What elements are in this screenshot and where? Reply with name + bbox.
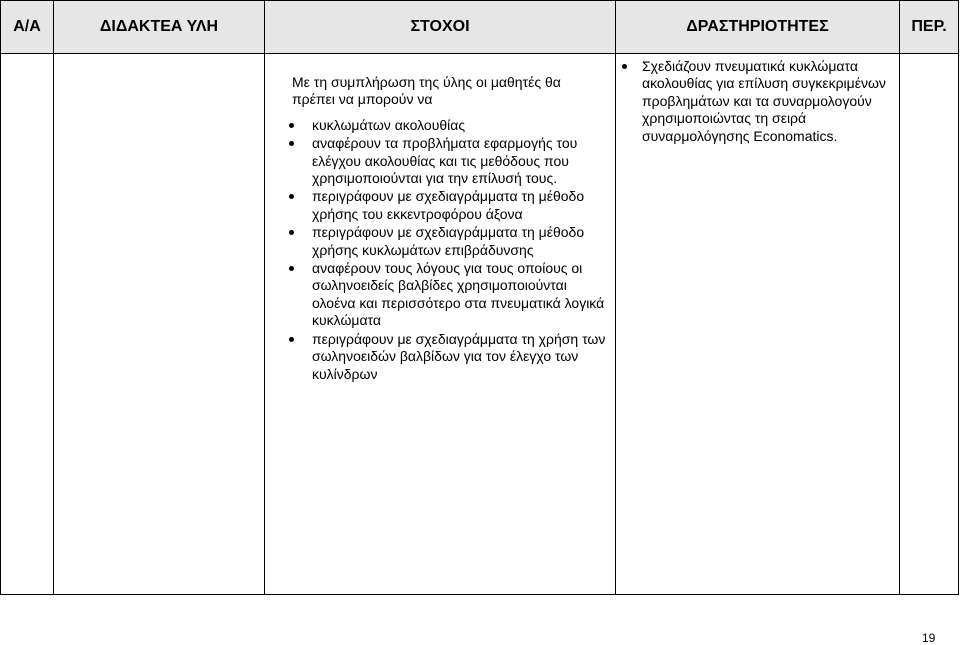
goal-text: περιγράφουν με σχεδιαγράμματα τη χρήση των σωληνοειδών βαλβίδων για τον έλεγχο των κυλίνδρων xyxy=(312,330,606,382)
goals-cell xyxy=(265,54,616,595)
header-goals: ΣΤΟΧΟΙ xyxy=(265,1,616,54)
aa-cell xyxy=(1,54,54,595)
content-row xyxy=(1,54,959,595)
bullet-icon xyxy=(289,337,294,342)
periods-cell xyxy=(900,54,959,595)
bullet-icon xyxy=(289,194,294,199)
bullet-icon xyxy=(289,230,294,235)
goal-text: αναφέρουν τα προβλήματα εφαρμογής του ελέγχου ακολουθίας και τις μεθόδους που χρησιμοποιούνται για την επίλυσή τους. xyxy=(312,135,578,187)
goal-text: κυκλωμάτων ακολουθίας xyxy=(312,116,466,133)
goal-item xyxy=(289,331,607,383)
header-activities: ΔΡΑΣΤΗΡΙΟΤΗΤΕΣ xyxy=(616,1,900,54)
goal-text: περιγράφουν με σχεδιαγράμματα τη μέθοδο χρήσης του εκκεντροφόρου άξονα xyxy=(312,188,585,222)
activities-cell xyxy=(616,54,900,595)
bullet-icon xyxy=(289,123,294,128)
header-row xyxy=(1,1,959,54)
page-number: 19 xyxy=(922,631,936,645)
activity-item xyxy=(622,58,889,145)
goal-item xyxy=(289,224,607,259)
goal-item xyxy=(289,135,607,187)
activities-list xyxy=(622,58,889,145)
goal-item xyxy=(289,188,607,223)
goals-list xyxy=(289,117,607,383)
goal-item xyxy=(289,260,607,330)
goal-text: περιγράφουν με σχεδιαγράμματα τη μέθοδο χρήσης κυκλωμάτων επιβράδυνσης xyxy=(312,224,585,258)
material-cell xyxy=(54,54,265,595)
goal-item xyxy=(289,117,607,134)
goal-text: αναφέρουν τους λόγους για τους οποίους οι σωληνοειδείς βαλβίδες χρησιμοποιούνται ολοένα και περισσότερο στα πνευματικά λογικά κυκλώματα xyxy=(312,260,605,329)
goals-intro: Με τη συμπλήρωση της ύλης οι μαθητές θα πρέπει να μπορούν να xyxy=(292,74,561,108)
header-aa: Α/Α xyxy=(1,1,54,54)
bullet-icon xyxy=(289,141,294,146)
activity-text: Σχεδιάζουν πνευματικά κυκλώματα ακολουθίας για επίλυση συγκεκριμένων προβλημάτων και τα συναρμολογούν χρησιμοποιώντας τη σειρά συναρμολόγησης Economatics. xyxy=(642,58,886,144)
header-material: ΔΙΔΑΚΤΕΑ ΥΛΗ xyxy=(54,1,265,54)
bullet-icon xyxy=(622,64,627,69)
bullet-icon xyxy=(289,266,294,271)
header-periods: ΠΕΡ. xyxy=(900,1,959,54)
